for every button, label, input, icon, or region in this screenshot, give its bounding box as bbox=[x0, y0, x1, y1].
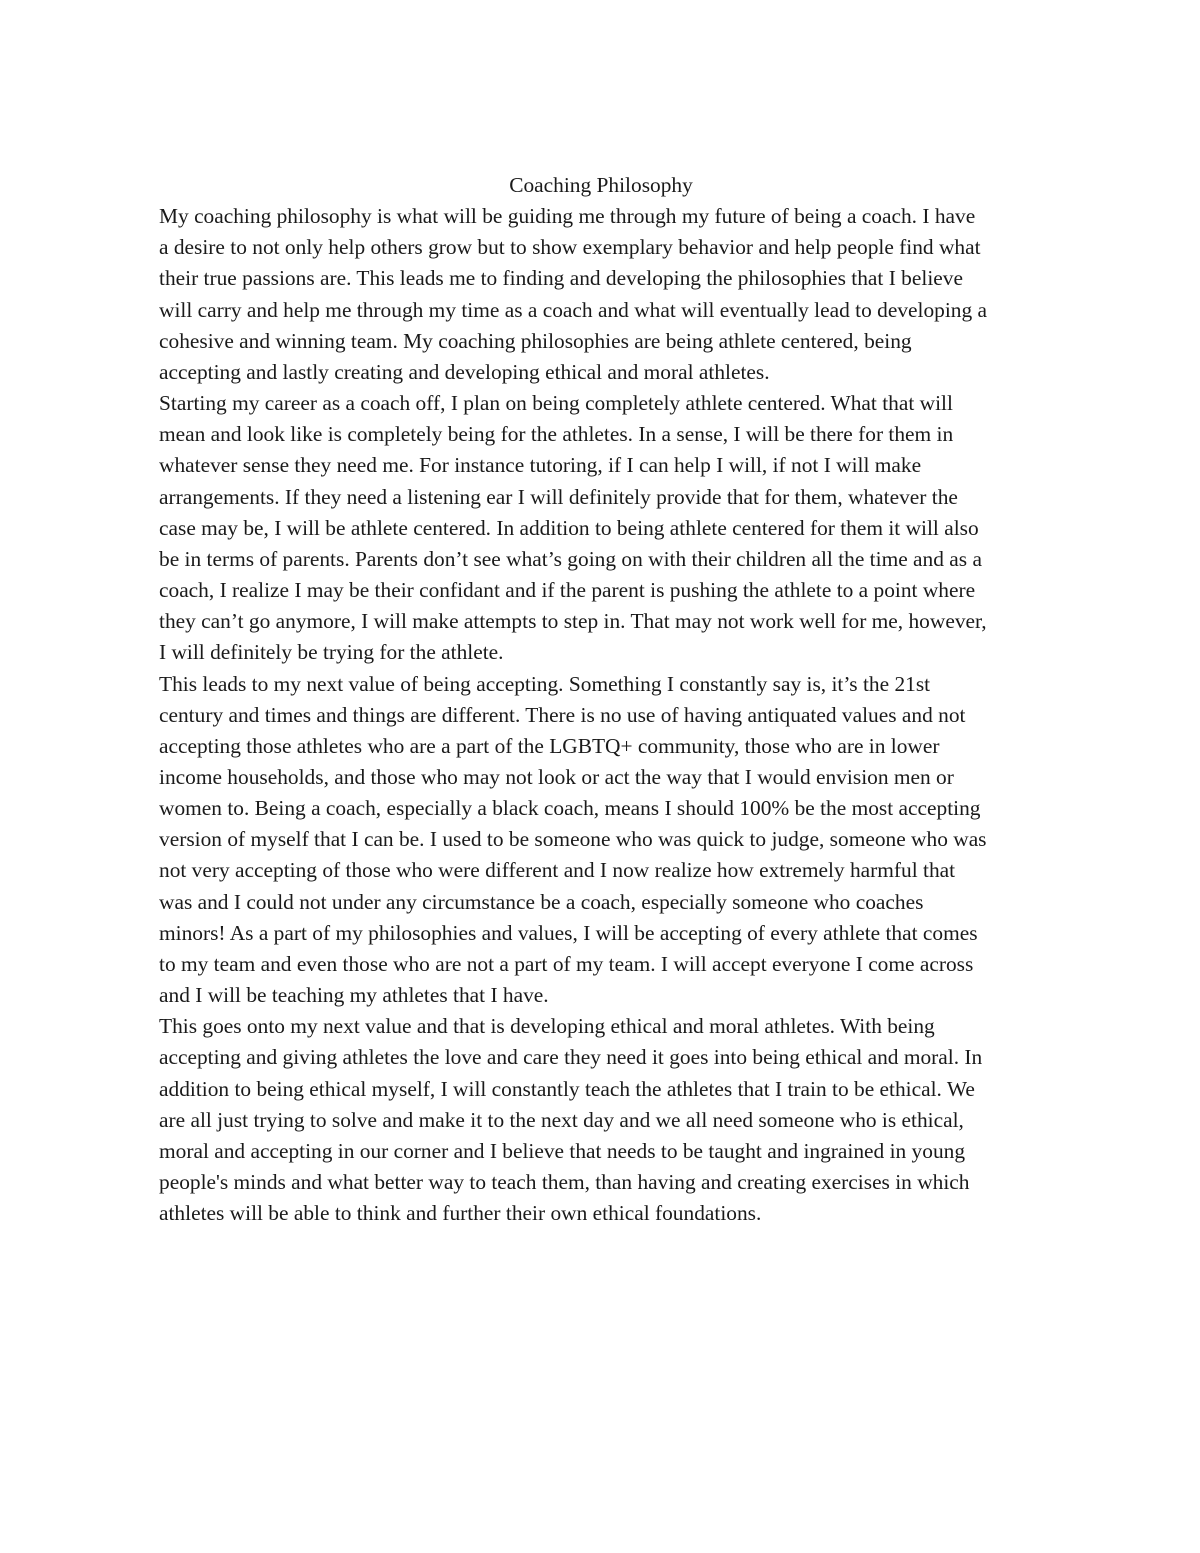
paragraph-line: moral and accepting in our corner and I believe that needs to be taught and ingrained in young bbox=[159, 1138, 966, 1163]
paragraph-line: a desire to not only help others grow but to show exemplary behavior and help people find what bbox=[159, 235, 981, 260]
paragraph-line: My coaching philosophy is what will be guiding me through my future of being a coach. I have bbox=[159, 204, 976, 229]
paragraph-line: and I will be teaching my athletes that I have. bbox=[159, 983, 549, 1008]
paragraph-line: whatever sense they need me. For instance tutoring, if I can help I will, if not I will make bbox=[159, 453, 922, 478]
paragraph-line: This leads to my next value of being accepting. Something I constantly say is, it’s the 21st bbox=[159, 671, 931, 696]
paragraph-line: minors! As a part of my philosophies and values, I will be accepting of every athlete that comes bbox=[159, 920, 978, 945]
paragraph-line: arrangements. If they need a listening ear I will definitely provide that for them, whatever the bbox=[159, 484, 958, 509]
paragraph-line: athletes will be able to think and further their own ethical foundations. bbox=[159, 1201, 762, 1226]
paragraph-line: version of myself that I can be. I used to be someone who was quick to judge, someone who was bbox=[159, 827, 987, 852]
paragraph-line: Starting my career as a coach off, I plan on being completely athlete centered. What that will bbox=[159, 391, 953, 416]
paragraph-line: to my team and even those who are not a part of my team. I will accept everyone I come across bbox=[159, 951, 974, 976]
paragraph-line: are all just trying to solve and make it to the next day and we all need someone who is ethical, bbox=[159, 1107, 964, 1132]
paragraph-line: addition to being ethical myself, I will constantly teach the athletes that I train to be ethical. We bbox=[159, 1076, 975, 1101]
paragraph-line: accepting and lastly creating and developing ethical and moral athletes. bbox=[159, 359, 770, 384]
paragraph-line: income households, and those who may not look or act the way that I would envision men or bbox=[159, 764, 954, 789]
paragraph-line: accepting and giving athletes the love and care they need it goes into being ethical and moral. In bbox=[159, 1045, 983, 1070]
paragraph-line: case may be, I will be athlete centered. In addition to being athlete centered for them it will also bbox=[159, 515, 979, 540]
paragraph-line: cohesive and winning team. My coaching philosophies are being athlete centered, being bbox=[159, 328, 912, 353]
paragraph-line: be in terms of parents. Parents don’t see what’s going on with their children all the time and as a bbox=[159, 546, 982, 571]
paragraph-line: accepting those athletes who are a part of the LGBTQ+ community, those who are in lower bbox=[159, 733, 940, 758]
paragraph-line: This goes onto my next value and that is developing ethical and moral athletes. With being bbox=[159, 1014, 935, 1039]
paragraph-line: their true passions are. This leads me to finding and developing the philosophies that I believe bbox=[159, 266, 963, 291]
paragraph-line: they can’t go anymore, I will make attempts to step in. That may not work well for me, however, bbox=[159, 609, 987, 634]
document-title: Coaching Philosophy bbox=[509, 173, 693, 197]
document-body bbox=[141, 170, 1061, 1229]
paragraph-line: I will definitely be trying for the athlete. bbox=[159, 640, 504, 665]
paragraph-accepting bbox=[141, 669, 1061, 1012]
paragraph-athlete-intro bbox=[141, 201, 1061, 388]
paragraph-line: will carry and help me through my time as a coach and what will eventually lead to developing a bbox=[159, 297, 988, 322]
paragraph-line: coach, I realize I may be their confidant and if the parent is pushing the athlete to a point where bbox=[159, 578, 976, 603]
paragraph-line: people's minds and what better way to teach them, than having and creating exercises in which bbox=[159, 1170, 970, 1194]
paragraph-ethical-moral bbox=[141, 1011, 1061, 1229]
paragraph-line: women to. Being a coach, especially a black coach, means I should 100% be the most accepting bbox=[159, 796, 981, 821]
paragraph-line: not very accepting of those who were different and I now realize how extremely harmful that bbox=[159, 858, 956, 883]
paragraph-line: mean and look like is completely being for the athletes. In a sense, I will be there for them in bbox=[159, 422, 954, 447]
paragraph-line: was and I could not under any circumstance be a coach, especially someone who coaches bbox=[159, 889, 924, 914]
paragraph-line: century and times and things are different. There is no use of having antiquated values and not bbox=[159, 702, 966, 727]
paragraph-athlete-centered bbox=[141, 388, 1061, 668]
